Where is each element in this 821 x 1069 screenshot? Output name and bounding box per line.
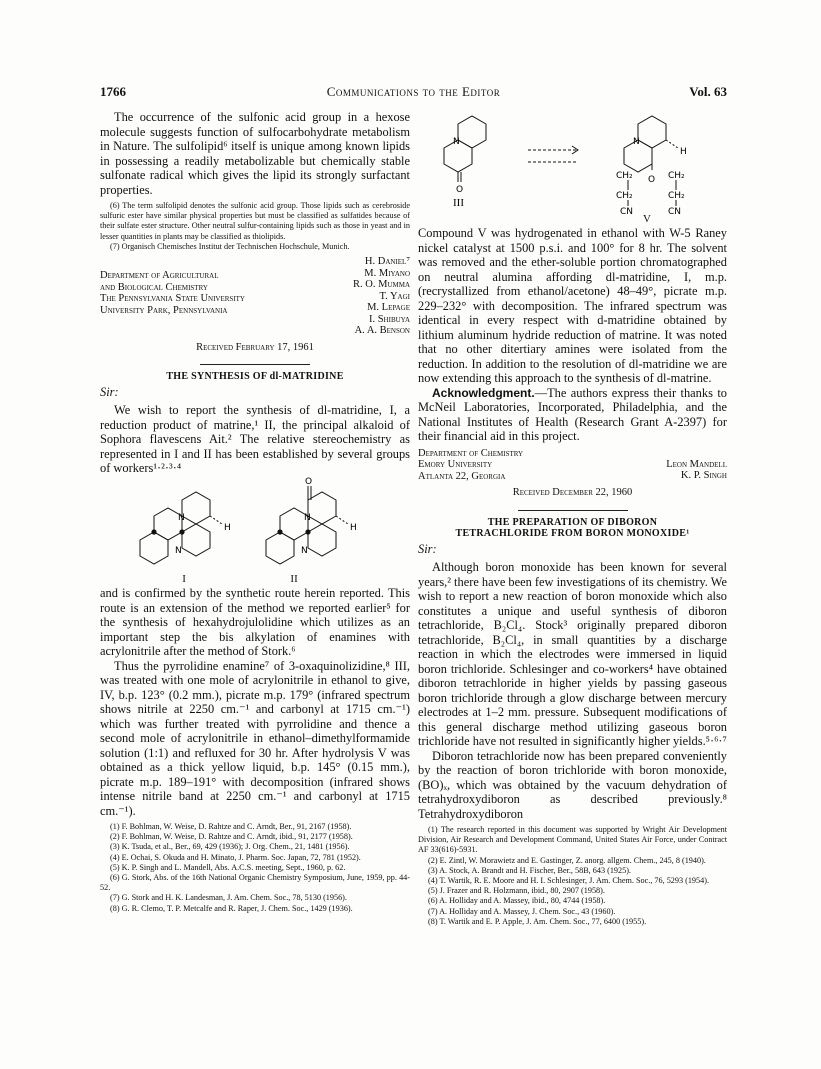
group-label-CH2: CH₂ — [668, 191, 685, 201]
group-label-CN: CN — [668, 207, 682, 217]
affiliation-line: Atlanta 22, Georgia — [418, 470, 506, 482]
footnote: (4) E. Ochai, S. Okuda and H. Minato, J. Pharm. Soc. Japan, 72, 781 (1952). — [110, 852, 361, 862]
footnote: (6) G. Stork, Abs. of the 16th National Organic Chemistry Symposium, June, 1959, pp. 44-52. — [100, 873, 410, 893]
affiliation-line: Department of Agricultural — [100, 270, 219, 282]
footnotes-right — [418, 825, 727, 927]
stereocenter-dot — [305, 529, 310, 534]
paragraph-diboron: Diboron tetrachloride now has been prepared conveniently by the reaction of boron trichloride with boron monoxide, (BO)ₓ, which was obtained by the vacuum dehydration of tetrahydroxydiboron as described previously.⁸ Tetrahydroxydiboron — [418, 748, 727, 821]
structures-svg — [100, 476, 410, 574]
page-number: 1766 — [100, 84, 126, 99]
paragraph-boron: Although boron monoxide has been known for several years,² there have been few investigations of its chemistry. We wish to report a new reaction of boron monoxide which also constitutes a unique and useful synthesis of diboron tetrachloride, B₂Cl₄. Stock³ originally prepared diboron tetrachloride, B₂Cl₄, in small quantities by a discharge reaction in which the electrodes were immersed in liquid boron trichloride. Schlesinger and co-workers⁴ have obtained diboron tetrachloride in higher yields by passing gaseous boron trichloride through a glow discharge between mercury electrodes at 1–2 mm. pressure. Subsequent modifications of this general discharge method utilizing gaseous boron trichloride have not resulted in significantly higher yields.⁵·⁶·⁷ — [418, 560, 727, 748]
footnote: (1) The research reported in this document was supported by Wright Air Development Division, Air Research and Development Command, United States Air Force, under Contract AF 33(616)-5931. — [418, 825, 727, 855]
footnote: (8) T. Wartik and E. P. Apple, J. Am. Chem. Soc., 77, 6400 (1955). — [428, 916, 647, 926]
stereocenter-dot — [151, 529, 156, 534]
footnote: (3) K. Tsuda, et al., Ber., 69, 429 (1936); J. Org. Chem., 21, 1481 (1956). — [110, 842, 350, 852]
author-block-1 — [100, 256, 410, 337]
author-name: I. Shibuya — [368, 313, 410, 325]
ring-c-I — [182, 524, 210, 556]
compound-label-V: V — [643, 213, 651, 225]
footnote: (6) A. Holliday and A. Massey, ibid., 80, 4744 (1958). — [428, 896, 606, 906]
ring-d-II — [266, 532, 294, 564]
ring-a-I — [182, 492, 210, 524]
section-divider — [518, 510, 628, 511]
ring-c-II — [308, 524, 336, 556]
footnote: (7) G. Stork and H. K. Landesman, J. Am. Chem. Soc., 78, 5130 (1956). — [110, 893, 347, 903]
group-label-CN: CN — [620, 207, 634, 217]
atom-label-O: O — [648, 175, 656, 185]
affiliation-1 — [100, 270, 300, 337]
author-name: K. P. Singh — [680, 470, 727, 481]
page-header — [100, 84, 727, 104]
footnote: (8) G. R. Clemo, T. P. Metcalfe and R. Raper, J. Chem. Soc., 1429 (1936). — [110, 903, 353, 913]
salutation: Sir: — [100, 384, 119, 399]
article-title-matridine: THE SYNTHESIS OF dl-MATRIDINE — [166, 371, 344, 383]
authors-1 — [353, 256, 410, 337]
footnote: (5) K. P. Singh and L. Mandell, Abs. A.C.S. meeting, Sept., 1960, p. 62. — [110, 862, 346, 872]
atom-label-H: H — [680, 147, 687, 157]
atom-label-N: N — [175, 545, 182, 556]
atom-label-N: N — [304, 512, 311, 523]
affiliation-2 — [418, 448, 523, 483]
footnote-7: (7) Organisch Chemisches Institut der Technischen Hochschule, Munich. — [110, 241, 350, 251]
footnotes-left — [100, 822, 410, 914]
ring-III-a — [458, 116, 486, 148]
footnote: (3) A. Stock, A. Brandt and H. Fischer, Ber., 58B, 643 (1925). — [428, 865, 631, 875]
author-name: Leon Mandell — [666, 458, 727, 470]
atom-label-H: H — [224, 522, 231, 533]
author-name: M. Lepage — [367, 302, 410, 314]
figure-captions-I-II — [100, 572, 410, 587]
acknowledgment-text: —The authors express their thanks to McNeil Laboratories, Incorporated, Philadelphia, and the National Institutes of Health (Research Grant A-2397) for their financial aid in this project. — [418, 385, 727, 443]
received-date-1: Received February 17, 1961 — [196, 341, 314, 353]
authors-2 — [666, 459, 727, 483]
scheme-svg — [418, 110, 727, 220]
section-title: Communications to the Editor — [326, 84, 501, 99]
affiliation-line: Department of Chemistry — [418, 447, 524, 459]
acknowledgment-label: Acknowledgment. — [432, 385, 535, 400]
footnotes-sulfolipid — [100, 201, 410, 252]
atom-label-H: H — [350, 522, 357, 533]
compound-label-III: III — [453, 197, 464, 209]
article-title-diboron-line2: TETRACHLORIDE FROM BORON MONOXIDE¹ — [455, 528, 690, 539]
ring-d-I — [140, 532, 168, 564]
author-name: M. Miyano — [364, 267, 410, 279]
volume-label: Vol. 63 — [689, 84, 727, 99]
ring-V-a — [638, 116, 666, 148]
author-name: A. A. Benson — [354, 325, 410, 337]
footnote-6: (6) The term sulfolipid denotes the sulfonic acid group. Those lipids such as cerebroside sulfuric ester have similar physical properties but must be classified as sulfatides because of their sulfate ester structure. Other neutral sulfur-containing lipids such as those in yeast and in lesser quantities in plants may be classified as thiolipids. — [100, 201, 410, 241]
article-title-diboron-line1: THE PREPARATION OF DIBORON — [487, 516, 658, 528]
stereocenter-dot — [277, 529, 282, 534]
atom-label-N: N — [301, 545, 308, 556]
footnote: (2) F. Bohlman, W. Weise, D. Rahtze and C. Arndt, ibid., 91, 2177 (1958). — [110, 832, 353, 842]
atom-label-O: O — [456, 185, 464, 195]
compound-label-I: I — [182, 572, 186, 585]
received-date-2: Received December 22, 1960 — [512, 487, 633, 498]
footnote: (5) J. Frazer and R. Holzmann, ibid., 80, 2907 (1958). — [428, 886, 605, 896]
paragraph-thus: Thus the pyrrolidine enamine⁷ of 3-oxaquinolizidine,⁸ III, was treated with one mole of acrylonitrile in ethanol to give, IV, b.p. 123° (0.2 mm.), picrate m.p. 179° (infrared spectrum shows nitrile at 2250 cm.⁻¹ and carbonyl at 1715 cm.⁻¹) which was further treated with pyrrolidine and thence a second mole of acrylonitrile in ethanol–dimethylformamide solution (1:1) and refluxed for 30 hr. After hydrolysis V was obtained as a thick yellow liquid, b.p. 145° (0.15 mm.), picrate m.p. 189–191° with decomposition (infrared shows intense nitrile band at 2250 cm.⁻¹ and carbonyl at 1715 cm.⁻¹). — [100, 658, 410, 818]
affiliation-line: University Park, Pennsylvania — [100, 304, 228, 316]
atom-label-O: O — [305, 476, 313, 487]
reaction-scheme — [418, 110, 727, 225]
atom-label-N: N — [633, 137, 640, 147]
group-label-CH2: CH₂ — [616, 171, 633, 181]
paragraph-wish: We wish to report the synthesis of dl-matridine, I, a reduction product of matrine,¹ II, the principal alkaloid of Sophora flavescens Ait.² The relative stereochemistry as represented in I and II has been established by several groups of workers¹·²·³·⁴ — [100, 403, 410, 476]
author-name: H. Daniel⁷ — [364, 256, 410, 268]
paragraph-compound: Compound V was hydrogenated in ethanol with W-5 Raney nickel catalyst at 1500 p.s.i. and 100° for 8 hr. The solvent was removed and the ether-soluble portion chromatographed on neutral alumina affording dl-matridine, I, m.p. (recrystallized from ethanol/acetone) 48–49°, picrate m.p. 229–232° with decomposition. The infrared spectrum was identical in every respect with d-matridine obtained by lithium aluminum hydride reduction of matrine. It was noted that no other ditertiary amines were isolated from the reduction. In addition to the resolution of dl-matridine we are now extending this approach to the synthesis of dl-matrine. — [418, 226, 727, 385]
author-block-2 — [418, 448, 727, 483]
left-column — [100, 110, 410, 914]
atom-label-N: N — [453, 137, 460, 147]
paragraph-acknowledgment — [418, 386, 727, 444]
section-divider — [200, 364, 310, 365]
structure-figure-I-II — [100, 476, 410, 574]
group-label-CH2: CH₂ — [668, 171, 685, 181]
stereocenter-dot — [179, 529, 184, 534]
author-name: T. Yagi — [379, 290, 410, 302]
author-name: R. O. Mumma — [353, 279, 410, 291]
footnote: (7) A. Holliday and A. Massey, J. Chem. Soc., 43 (1960). — [428, 906, 616, 916]
paragraph-sulfonic: The occurrence of the sulfonic acid group in a hexose molecule suggests function of sulfocarbohydrate metabolism in Nature. The sulfolipid⁶ itself is unique among known lipids in possessing a readily metabolizable but chemically stable sulfonate radical which gives the lipid its strongly surfactant properties. — [100, 110, 410, 197]
paragraph-confirmed: and is confirmed by the synthetic route herein reported. This route is an extension of the method we reported earlier⁵ for the synthesis of hexahydrojulolidine which utilizes as an important step the bis alkylation of enamines with acrylonitrile after the method of Stork.⁶ — [100, 586, 410, 659]
footnote: (2) E. Zintl, W. Morawietz and E. Gastinger, Z. anorg. allgem. Chem., 245, 8 (1940). — [428, 855, 706, 865]
affiliation-line: and Biological Chemistry — [100, 281, 208, 293]
footnote: (1) F. Bohlman, W. Weise, D. Rahtze and C. Arndt, Ber., 91, 2167 (1958). — [110, 822, 352, 832]
atom-label-N: N — [178, 512, 185, 523]
ring-a-II — [308, 492, 336, 524]
salutation: Sir: — [418, 541, 437, 556]
affiliation-line: Emory University — [418, 459, 493, 470]
group-label-CH2: CH₂ — [616, 191, 633, 201]
footnote: (4) T. Wartik, R. E. Moore and H. I. Schlesinger, J. Am. Chem. Soc., 76, 5293 (1954). — [428, 876, 709, 886]
compound-label-II: II — [290, 572, 298, 585]
right-column — [418, 110, 727, 927]
affiliation-line: The Pennsylvania State University — [100, 293, 245, 305]
